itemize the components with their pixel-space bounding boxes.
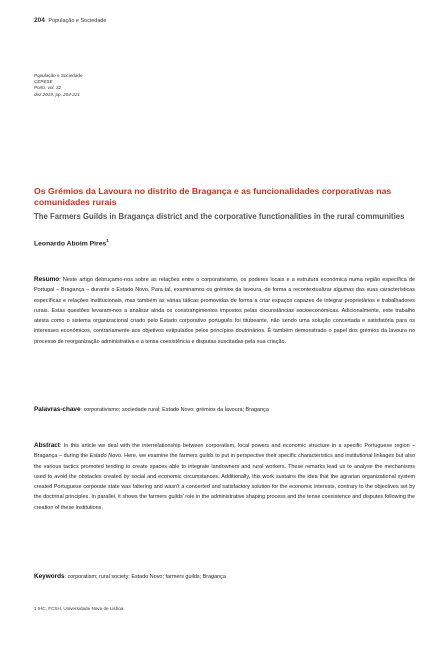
journal-name: População e Sociedade bbox=[48, 18, 107, 24]
meta-journal: População e Sociedade bbox=[34, 73, 83, 78]
meta-volume: Porto, vol. 32 bbox=[34, 85, 62, 91]
keywords-label: Keywords bbox=[34, 573, 65, 580]
author-name: Leonardo Aboim Pires bbox=[34, 240, 107, 248]
resumo bbox=[34, 275, 415, 347]
author-footnote-mark: 1 bbox=[106, 238, 109, 243]
palavras-chave-label: Palavras-chave bbox=[34, 406, 81, 413]
palavras-chave bbox=[34, 406, 415, 414]
abstract bbox=[34, 441, 415, 513]
palavras-chave-text: : corporativismo; sociedade rural; Estado Novo; grémios da lavoura; Bragança bbox=[80, 407, 269, 413]
footnote: 1 IHC, FCSH, Universidade Nova de Lisboa. bbox=[34, 606, 125, 611]
title-english: The Farmers Guilds in Bragança district and the corporative functionalities in the rural communities bbox=[34, 212, 405, 221]
meta-publisher: CEPESE bbox=[34, 79, 53, 85]
abstract-text-italic: Estado Novo bbox=[89, 453, 121, 460]
abstract-label: Abstract bbox=[34, 442, 60, 449]
abstract-text-2: . Here, we examine the farmers guilds to put in perspective their specific characteristics and institutional linkages but also the various tactics promoted tending to create spaces able to integrate landowners and rural workers. These remarks lead us to analyse the mechanisms used to avoid the obstacles created by social and economic circumstances. Additionally, this work sustains the idea that the agrarian organizational system created Portuguese corporate state was faltering and wasn't a concerted and satisfactory solution for the economic interests, contrary to the objectives set by the doctrinal principles. In parallel, it shows the farmers guilds' role in the administrative shaping process and the tense coexistence and disputes following the creation of these institutions. bbox=[34, 453, 415, 511]
abstract-text-1: : In this article we deal with the interrelationship between corporatism, local powers and economic structure in a specific Portuguese region – Bragança – during the bbox=[34, 443, 415, 460]
running-head bbox=[34, 17, 107, 24]
title-portuguese: Os Grémios da Lavoura no distrito de Bragança e as funcionalidades corporativas nas comunidades rurais bbox=[34, 186, 392, 207]
meta-date-pages: dez 2019, pp. 204-221 bbox=[34, 91, 80, 97]
journal-meta bbox=[34, 73, 83, 98]
resumo-text: : Neste artigo debruçamo-nos sobre as relações entre o corporativismo, os poderes locais e a estrutura económica numa região específica de Portugal – Bragança – durante o Estado Novo. Para tal, examinamos os grémios da lavoura, de forma a recontextualizar algumas das suas características específicas e relações institucionais, mas também as várias táticas promovidas de forma a criar espaços capazes de integrar proprietários e trabalhadores rurais. Estas questões levaram-nos a analisar ainda os constrangimentos impostos pelas circunstâncias socioeconómicas. Adicionalmente, este trabalho atesta como o sistema organizacional criado pelo Estado corporativo português foi titubeante, não sendo uma solução concertada e satisfatória para os interesses económicos, contrariamente aos objetivos estipulados pelos princípios doutrinários. É também demonstrado o papel dos grémios da lavoura no processo de reorganização administrativa e a tensa coexistência e disputas suscitadas pela sua criação. bbox=[34, 277, 415, 345]
resumo-label: Resumo bbox=[34, 276, 60, 283]
keywords bbox=[34, 573, 415, 581]
author bbox=[34, 238, 109, 247]
page-number: 204 bbox=[34, 17, 45, 24]
keywords-text: : corporatism; rural society; Estado Novo; farmers guilds; Bragança bbox=[64, 574, 226, 580]
